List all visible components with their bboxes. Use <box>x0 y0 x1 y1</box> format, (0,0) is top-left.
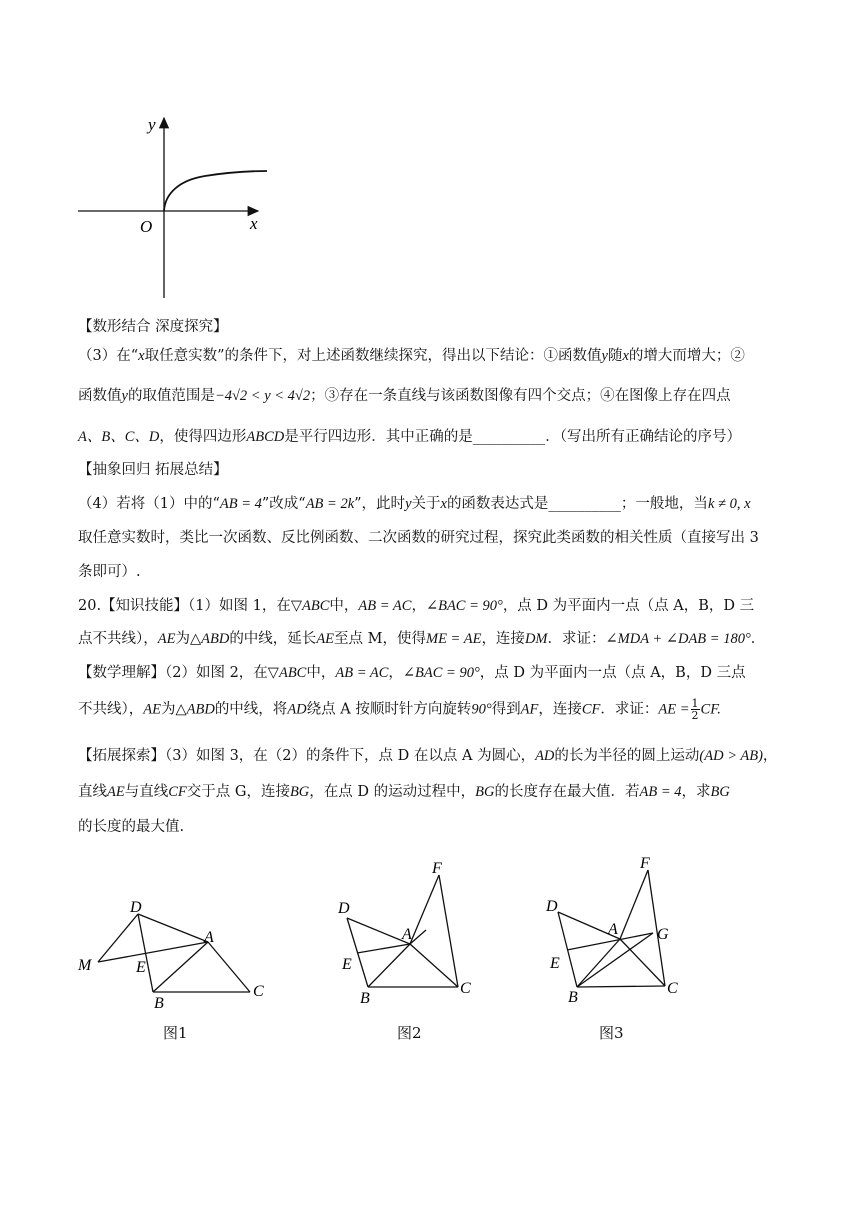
figure-2 <box>330 855 490 1010</box>
figure-2-caption: 图2 <box>397 1024 422 1042</box>
fig3-label-F: F <box>640 855 650 872</box>
q3-line3: A、B、C、D，使得四边形ABCD是平行四边形．其中正确的是__________．（写出所有正确结论的序号） <box>78 429 741 445</box>
fig3-label-G: G <box>657 926 669 943</box>
fig1-label-M: M <box>78 957 92 974</box>
fig3-label-D: D <box>546 898 558 915</box>
q20-line6: 直线AE与直线CF交于点 G，连接BG，在点 D 的运动过程中，BG的长度存在最大值．若AB = 4，求BG <box>78 784 730 800</box>
x-axis-label: x <box>250 214 258 233</box>
q3-line2: 函数值y的取值范围是−4√2 < y < 4√2；③存在一条直线与该函数图像有四个交点；④在图像上存在四点 <box>78 388 731 404</box>
function-graph <box>70 108 280 303</box>
q3-line1: （3）在“x取任意实数”的条件下，对上述函数继续探究，得出以下结论：①函数值y随x的增大而增大；② <box>78 348 745 364</box>
q4-line3: 条即可）. <box>78 564 141 580</box>
range-expression: −4√2 < y < 4√2 <box>214 388 311 404</box>
q4-line2: 取任意实数时，类比一次函数、反比例函数、二次函数的研究过程，探究此类函数的相关性质（直接写出 3 <box>78 530 759 546</box>
fig1-label-E: E <box>136 959 146 976</box>
half-fraction: $\frac{1}{2}$ <box>691 697 699 722</box>
fig2-label-B: B <box>360 990 370 1007</box>
heading-chouxiang: 【抽象回归 拓展总结】 <box>78 462 228 478</box>
fig3-label-C: C <box>667 980 678 997</box>
fig3-label-A: A <box>608 921 618 938</box>
fig1-label-B: B <box>154 995 164 1010</box>
fig2-label-F: F <box>432 860 442 877</box>
fig1-label-C: C <box>253 983 264 1000</box>
y-axis-label: y <box>148 115 156 134</box>
q20-line5: 【拓展探索】（3）如图 3，在（2）的条件下，点 D 在以点 A 为圆心，AD的长为半径的圆上运动(AD > AB)， <box>78 748 778 764</box>
fig3-label-E: E <box>550 955 560 972</box>
q20-line7: 的长度的最大值. <box>78 819 185 835</box>
figure-3 <box>540 850 700 1010</box>
fig3-label-B: B <box>568 989 578 1006</box>
fig2-label-C: C <box>460 980 471 997</box>
q20-line1: 20.【知识技能】（1）如图 1，在▽ABC中，AB = AC，∠BAC = 90°，点 D 为平面内一点（点 A，B，D 三 <box>78 598 755 614</box>
q20-line4: 不共线），AE为△ABD的中线，将AD绕点 A 按顺时针方向旋转90°得到AF，连接CF．求证：AE = $\frac{1}{2}$ CF. <box>78 697 721 722</box>
function-curve <box>164 171 267 211</box>
figure-1 <box>70 890 280 1010</box>
q20-line2: 点不共线），AE为△ABD的中线，延长AE至点 M，使得ME = AE，连接DM．求证：∠MDA + ∠DAB = 180°． <box>78 631 766 647</box>
figure-3-caption: 图3 <box>599 1024 624 1042</box>
q4-line1: （4）若将（1）中的“AB = 4”改成“AB = 2k”，此时y关于x的函数表达式是__________；一般地，当k ≠ 0, x <box>78 496 751 512</box>
heading-shuxing: 【数形结合 深度探究】 <box>78 319 228 335</box>
figure-1-caption: 图1 <box>163 1024 188 1042</box>
fig1-label-A: A <box>204 929 214 946</box>
fig2-label-D: D <box>338 900 350 917</box>
fig1-label-D: D <box>130 899 142 916</box>
q20-line3: 【数学理解】（2）如图 2，在▽ABC中，AB = AC，∠BAC = 90°，点 D 为平面内一点（点 A，B，D 三点 <box>78 665 746 681</box>
origin-label: O <box>140 217 153 236</box>
fig2-label-A: A <box>402 926 412 943</box>
fig2-label-E: E <box>342 956 352 973</box>
